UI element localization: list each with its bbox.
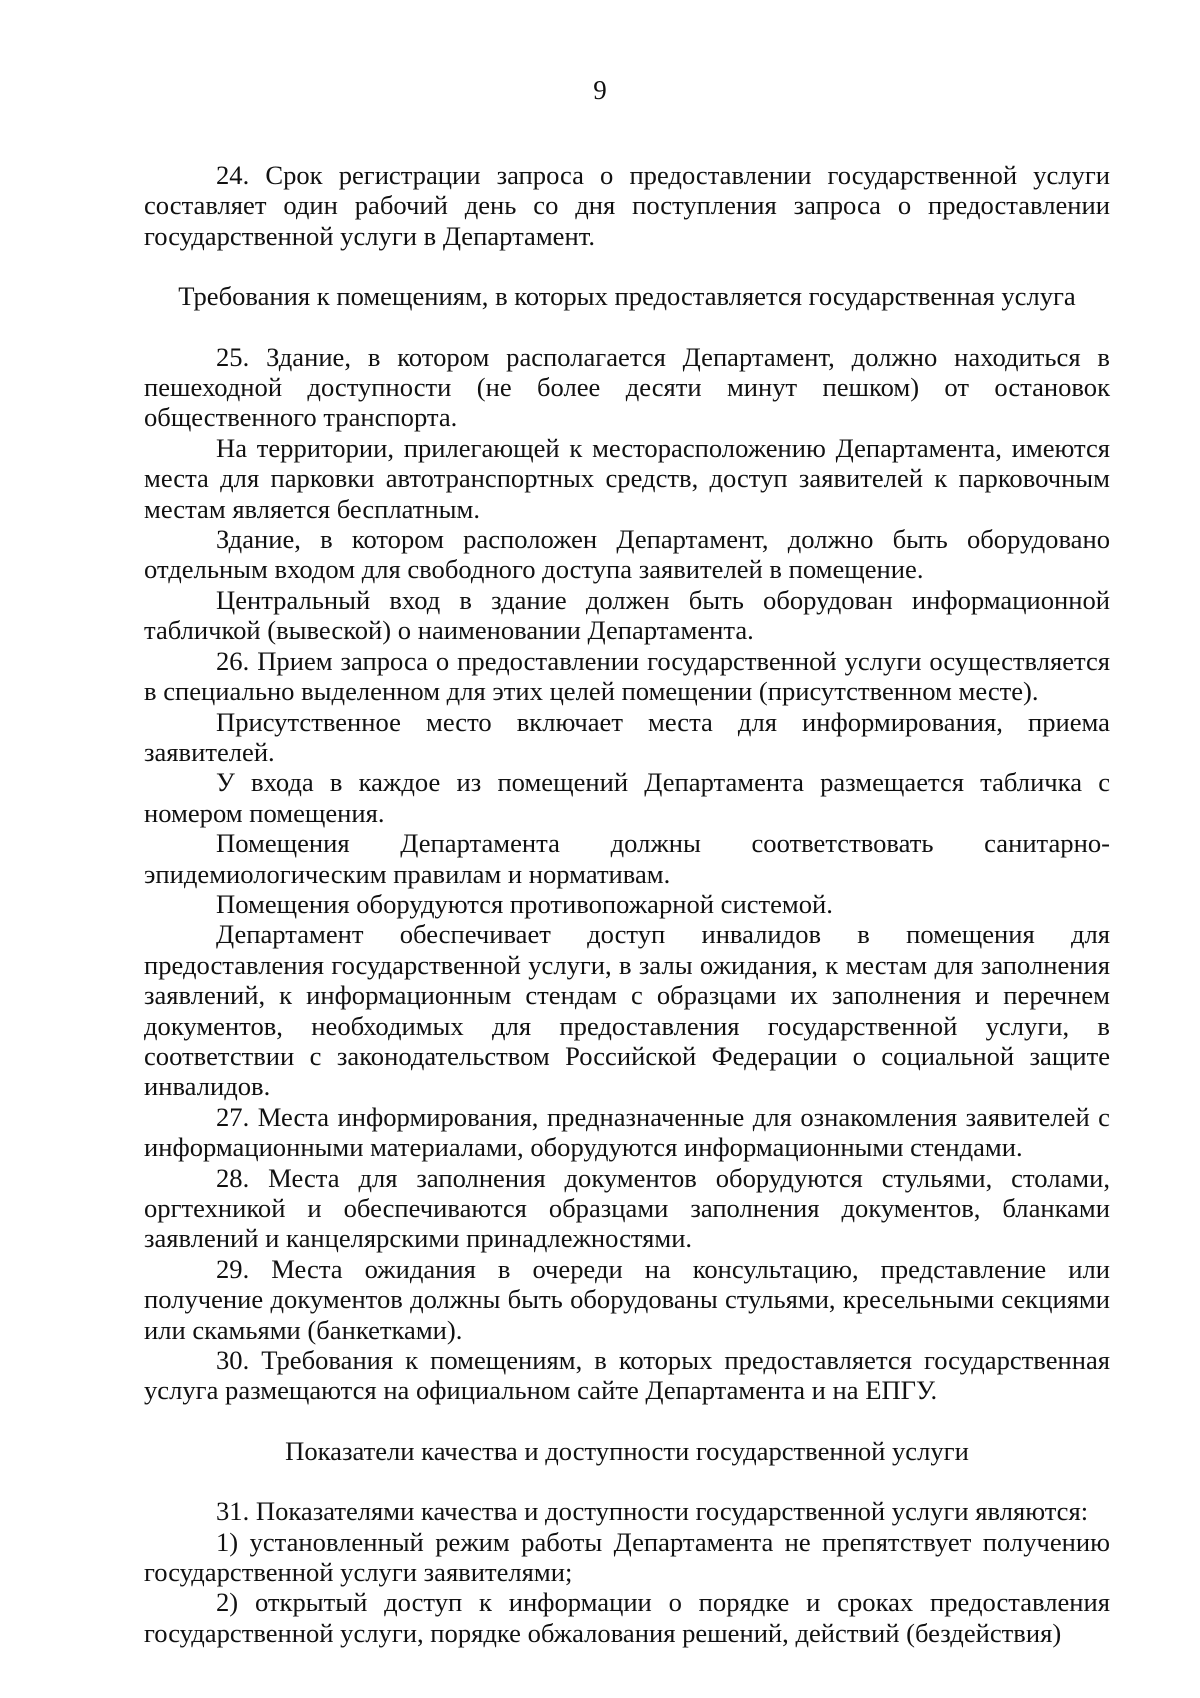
paragraph-parking: На территории, прилегающей к месторасположению Департамента, имеются места для парковки автотранспортных средств, доступ заявителей к парковочным местам является бесплатным. [144,432,1110,524]
paragraph-24: 24. Срок регистрации запроса о предоставлении государственной услуги составляет один рабочий день со дня поступления запроса о предоставлении государственной услуги в Департамент. [144,160,1110,251]
document-body [144,160,1110,1648]
paragraph-attendance-place: Присутственное место включает места для информирования, приема заявителей. [144,706,1110,767]
paragraph-room-sign: У входа в каждое из помещений Департамента размещается табличка с номером помещения. [144,767,1110,828]
section-heading-quality: Показатели качества и доступности государственной услуги [285,1435,969,1466]
section-heading-premises: Требования к помещениям, в которых предоставляется государственная услуга [178,281,1076,312]
paragraph-fire-system: Помещения оборудуются противопожарной системой. [216,888,833,919]
paragraph-28: 28. Места для заполнения документов оборудуются стульями, столами, оргтехникой и обеспечиваются образцами заполнения документов, бланками заявлений и канцелярскими принадлежностями. [144,1162,1110,1254]
paragraph-entrance: Здание, в котором расположен Департамент, должно быть оборудовано отдельным входом для свободного доступа заявителей в помещение. [144,524,1110,585]
paragraph-31-item-2: 2) открытый доступ к информации о порядке и сроках предоставления государственной услуги, порядке обжалования решений, действий (бездействия) [144,1587,1110,1648]
page-number: 9 [593,75,607,105]
paragraph-25: 25. Здание, в котором располагается Департамент, должно находиться в пешеходной доступности (не более десяти минут пешком) от остановок общественного транспорта. [144,341,1110,433]
paragraph-29: 29. Места ожидания в очереди на консультацию, представление или получение документов должны быть оборудованы стульями, кресельными секциями или скамьями (банкетками). [144,1253,1110,1345]
paragraph-30: 30. Требования к помещениям, в которых предоставляется государственная услуга размещаются на официальном сайте Департамента и на ЕПГУ. [144,1345,1110,1406]
paragraph-disabled-access: Департамент обеспечивает доступ инвалидов в помещения для предоставления государственной услуги, в залы ожидания, к местам для заполнения заявлений, к информационным стендам с образцами их заполнения и перечнем документов, необходимых для предоставления государственной услуги, в соответствии с законодательством Российской Федерации о социальной защите инвалидов. [144,919,1110,1102]
paragraph-main-entrance: Центральный вход в здание должен быть оборудован информационной табличкой (вывеской) о наименовании Департамента. [144,584,1110,646]
paragraph-31-item-1: 1) установленный режим работы Департамента не препятствует получению государственной услуги заявителями; [144,1526,1110,1588]
paragraph-27: 27. Места информирования, предназначенные для ознакомления заявителей с информационными материалами, оборудуются информационными стендами. [144,1101,1110,1163]
paragraph-sanitary: Помещения Департамента должны соответствовать санитарно-эпидемиологическим правилам и нормативам. [144,828,1110,889]
paragraph-31: 31. Показателями качества и доступности государственной услуги являются: [216,1496,1089,1527]
paragraph-26: 26. Прием запроса о предоставлении государственной услуги осуществляется в специально выделенном для этих целей помещении (присутственном месте). [144,645,1110,707]
